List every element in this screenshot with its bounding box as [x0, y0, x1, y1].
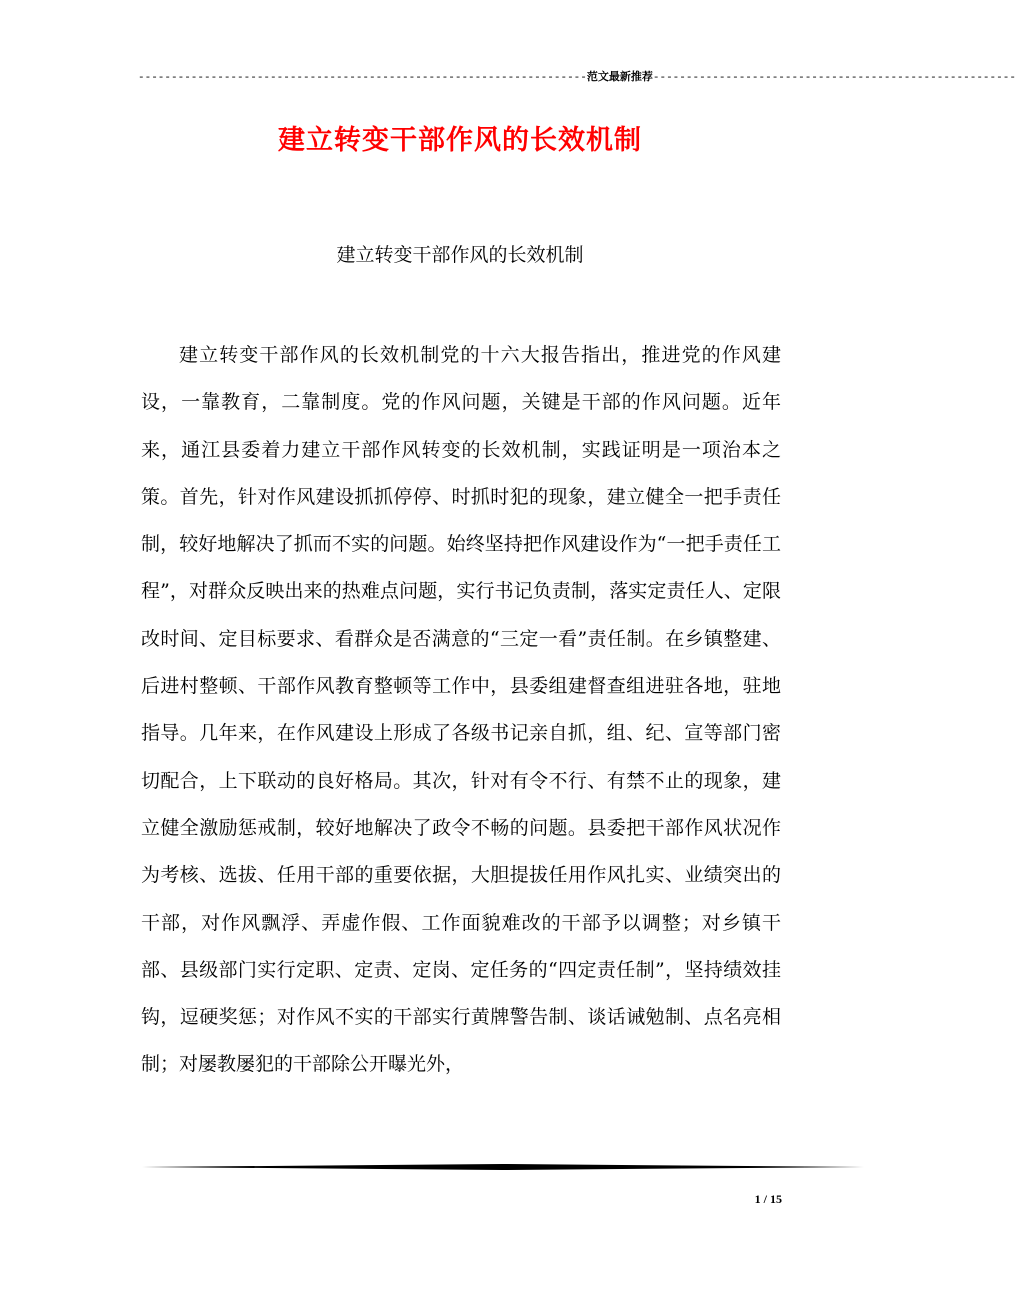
- page-number: 1 / 15: [754, 1192, 782, 1206]
- document-subtitle: 建立转变干部作风的长效机制: [336, 244, 584, 266]
- footer-rule: [142, 1164, 864, 1170]
- running-header: [138, 67, 1016, 87]
- body-paragraph: 建立转变干部作风的长效机制党的十六大报告指出，推进党的作风建设，一靠教育，二靠制度。党的作风问题，关键是干部的作风问题。近年来，通江县委着力建立干部作风转变的长效机制，实践证明是一项治本之策。首先，针对作风建设抓抓停停、时抓时犯的现象，建立健全一把手责任制，较好地解决了抓而不实的问题。始终坚持把作风建设作为“一把手责任工程”，对群众反映出来的热难点问题，实行书记负责制，落实定责任人、定限改时间、定目标要求、看群众是否满意的“三定一看”责任制。在乡镇整建、后进村整顿、干部作风教育整顿等工作中，县委组建督查组进驻各地，驻地指导。几年来，在作风建设上形成了各级书记亲自抓，组、纪、宣等部门密切配合，上下联动的良好格局。其次，针对有令不行、有禁不止的现象，建立健全激励惩戒制，较好地解决了政令不畅的问题。县委把干部作风状况作为考核、选拔、任用干部的重要依据，大胆提拔任用作风扎实、业绩突出的干部，对作风飘浮、弄虚作假、工作面貌难改的干部予以调整；对乡镇干部、县级部门实行定职、定责、定岗、定任务的“四定责任制”，坚持绩效挂钩，逗硬奖惩；对作风不实的干部实行黄牌警告制、谈话诫勉制、点名亮相制；对屡教屡犯的干部除公开曝光外，: [141, 344, 781, 1076]
- header-tag: 范文最新推荐: [586, 70, 653, 83]
- header-dashes-right: -------------------------------------------------------: [652, 72, 1016, 84]
- header-dashes-left: --------------------------------------------------------------------: [138, 72, 587, 84]
- document-title: 建立转变干部作风的长效机制: [278, 125, 642, 156]
